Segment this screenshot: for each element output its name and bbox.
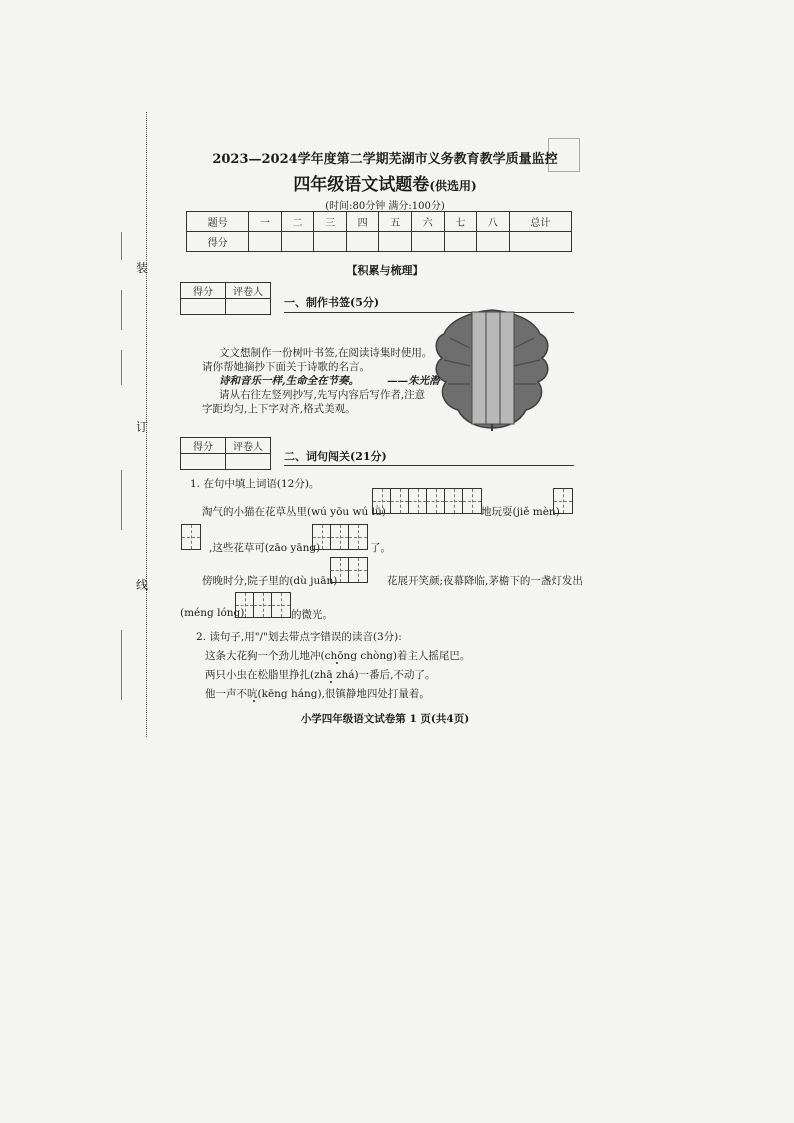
q1-quote-author: ——朱光潜 — [387, 375, 440, 387]
score-col: 二 — [281, 212, 314, 232]
q2-reading-sentence: 这条大花狗一个劲儿地冲(chōng chòng)着主人摇尾巴。 — [205, 650, 471, 662]
grader-reviewer-cell[interactable] — [226, 454, 271, 470]
margin-mark — [121, 630, 122, 700]
q1-paragraph: 文文想制作一份树叶书签,在阅读诗集时使用。 — [219, 347, 433, 359]
score-cell[interactable] — [477, 232, 510, 252]
score-row-label: 题号 — [187, 212, 249, 232]
q2-sentence: 地玩耍(jiě mèn) — [481, 506, 560, 518]
score-cell[interactable] — [249, 232, 282, 252]
tianzige-grid[interactable] — [312, 524, 368, 550]
score-cell[interactable] — [509, 232, 571, 252]
emphasis-dot — [253, 700, 255, 702]
q1-title: 一、制作书签(5分) — [284, 296, 380, 309]
q2-sentence: 花展开笑颜;夜幕降临,茅檐下的一盏灯发出 — [387, 575, 583, 587]
q2-sub-question: 2. 读句子,用"/"划去带点字错误的读音(3分): — [196, 631, 402, 643]
score-col: 八 — [477, 212, 510, 232]
emphasis-dot — [336, 662, 338, 664]
grader-box-q2 — [180, 437, 271, 470]
exam-title-text: 四年级语文试题卷 — [293, 175, 430, 195]
grader-box-q1 — [180, 282, 271, 315]
q2-reading-sentence: 他一声不吭(kēng háng),很镇静地四处打量着。 — [205, 688, 430, 700]
q2-sentence: 傍晚时分,院子里的(dù juān) — [202, 575, 338, 587]
q2-sentence: 了。 — [370, 542, 391, 554]
margin-mark — [121, 470, 122, 530]
margin-mark — [121, 350, 122, 385]
exam-meta: (时间:80分钟 满分:100分) — [325, 201, 445, 212]
q1-paragraph: 字距均匀,上下字对齐,格式美观。 — [202, 403, 356, 415]
score-cell[interactable] — [346, 232, 379, 252]
score-cell[interactable] — [379, 232, 412, 252]
tianzige-grid[interactable] — [372, 488, 482, 514]
grader-score-label: 得分 — [181, 438, 226, 454]
score-table — [186, 211, 572, 252]
exam-title-note: (供选用) — [429, 179, 477, 193]
score-col: 五 — [379, 212, 412, 232]
tianzige-grid[interactable] — [553, 488, 573, 514]
tianzige-grid[interactable] — [181, 524, 201, 550]
score-cell[interactable] — [412, 232, 445, 252]
emphasis-dot — [330, 681, 332, 683]
score-table-header-row — [187, 212, 572, 232]
score-col: 四 — [346, 212, 379, 232]
grader-score-cell[interactable] — [181, 454, 226, 470]
grader-score-cell[interactable] — [181, 299, 226, 315]
q2-sentence: (méng lóng) — [180, 607, 245, 619]
score-table-score-row — [187, 232, 572, 252]
binding-char-ding: 订 — [136, 420, 149, 434]
score-row-label: 得分 — [187, 232, 249, 252]
score-col: 一 — [249, 212, 282, 232]
q2-title: 二、词句闯关(21分) — [284, 450, 387, 463]
tianzige-grid[interactable] — [330, 557, 368, 583]
tianzige-grid[interactable] — [235, 592, 291, 618]
q1-paragraph: 请你帮她摘抄下面关于诗歌的名言。 — [202, 361, 370, 373]
margin-mark — [121, 290, 122, 330]
q2-title-underline — [284, 465, 574, 466]
score-cell[interactable] — [281, 232, 314, 252]
q2-reading-sentence: 两只小虫在松脂里挣扎(zhā zhá)一番后,不动了。 — [205, 669, 436, 681]
score-col: 六 — [412, 212, 445, 232]
q2-sentence: ,这些花草可(zāo yāng) — [209, 542, 321, 554]
q2-sentence: 的微光。 — [291, 609, 333, 621]
binding-char-xian: 线 — [136, 578, 149, 592]
score-col: 三 — [314, 212, 347, 232]
score-cell[interactable] — [444, 232, 477, 252]
score-col: 七 — [444, 212, 477, 232]
section-title: 【积累与梳理】 — [346, 264, 424, 277]
leaf-bookmark-icon — [430, 308, 554, 432]
score-col: 总计 — [509, 212, 571, 232]
exam-title — [150, 170, 620, 195]
page-footer: 小学四年级语文试卷第 1 页(共4页) — [300, 713, 470, 725]
grader-reviewer-cell[interactable] — [226, 299, 271, 315]
q2-sub-question: 1. 在句中填上词语(12分)。 — [190, 478, 320, 490]
score-cell[interactable] — [314, 232, 347, 252]
grader-reviewer-label: 评卷人 — [226, 438, 271, 454]
grader-score-label: 得分 — [181, 283, 226, 299]
exam-header-line: 2023—2024学年度第二学期芜湖市义务教育教学质量监控 — [212, 152, 558, 167]
q1-quote — [219, 373, 440, 388]
q2-sentence: 淘气的小猫在花草丛里(wú yōu wú lǜ) — [202, 506, 386, 518]
margin-mark — [121, 232, 122, 260]
binding-char-zhuang: 装 — [136, 261, 149, 275]
q1-quote-text: 诗和音乐一样,生命全在节奏。 — [219, 375, 360, 387]
grader-reviewer-label: 评卷人 — [226, 283, 271, 299]
q1-paragraph: 请从右往左竖列抄写,先写内容后写作者,注意 — [219, 389, 426, 401]
